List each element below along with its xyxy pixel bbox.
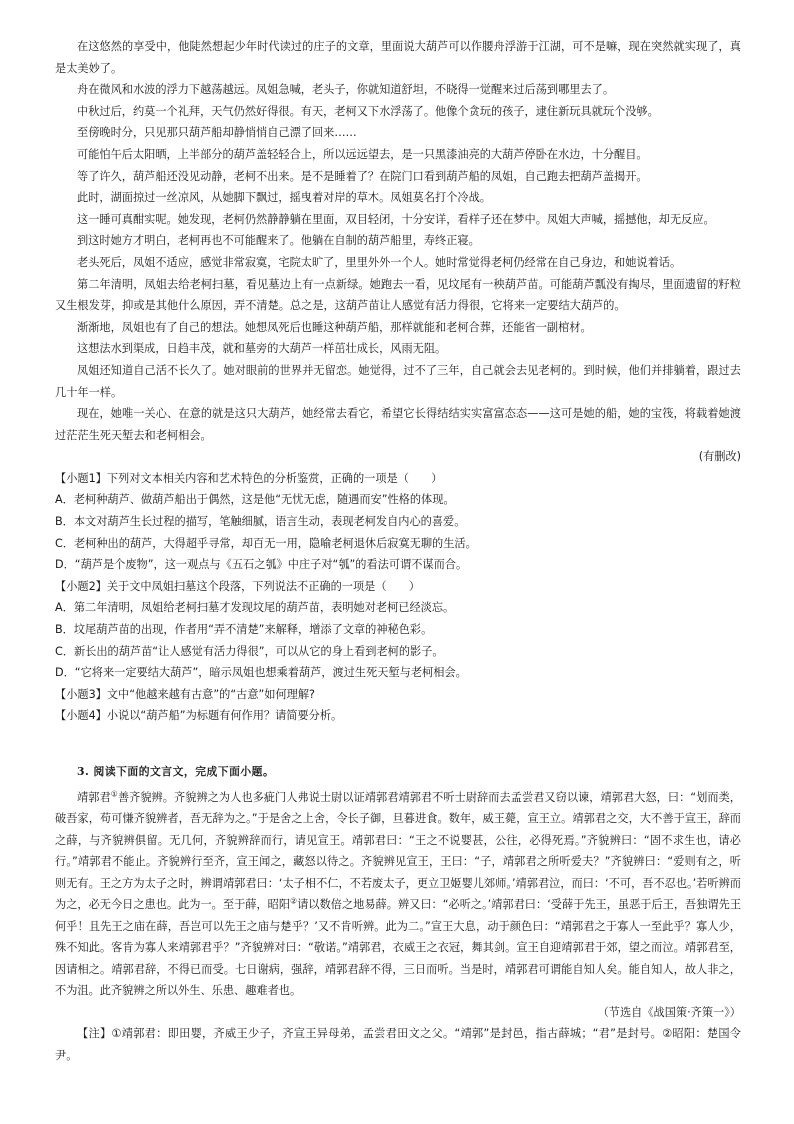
classical-source: （节选自《战国策·齐策一》） <box>597 1005 741 1019</box>
section-title: 3. 阅读下面的文言文，完成下面小题。 <box>77 765 275 778</box>
passage-paragraph: 到这时她方才明白，老柯再也不可能醒来了。他躺在自制的葫芦船里，寿终正寝。 <box>77 234 480 248</box>
passage-paragraph: 在这悠然的享受中，他陡然想起少年时代读过的庄子的文章，里面说大葫芦可以作腰舟浮游于江湖，可不是嘛，现在突然就实现了，真是太美妙了。 <box>55 40 741 75</box>
question-option: A．老柯种葫芦、做葫芦船出于偶然，这是他“无忧无虑，随遇而安”性格的体现。 <box>55 493 455 507</box>
footnote-mark: ① <box>110 788 118 798</box>
question-option: C．新长出的葫芦苗“让人感觉有活力得很”，可以从它的身上看到老柯的影子。 <box>55 644 444 658</box>
passage-paragraph: 凤姐还知道自己活不长久了。她对眼前的世界并无留恋。她觉得，过不了三年，自己就会去见老柯的。到时候，他们并排躺着，跟过去几十年一样。 <box>55 363 741 399</box>
footnote-mark: ② <box>290 896 298 906</box>
passage-paragraph: 老头死后，凤姐不适应，感觉非常寂寞，宅院太旷了，里里外外一个人。她时常觉得老柯仍经常在自己身边，和她说着话。 <box>77 255 682 269</box>
question-option: A．第二年清明，凤姐给老柯扫墓才发现坟尾的葫芦苗，表明她对老柯已经淡忘。 <box>55 601 455 615</box>
passage-paragraph: 可能怕午后太阳晒，上半部分的葫芦盖轻轻合上，所以远远望去，是一只黑漆油亮的大葫芦停卧在水边，十分醒目。 <box>77 147 648 161</box>
question-option: D．“葫芦是个废物”，这一观点与《五石之瓠》中庄子对“瓠”的看法可谓不谋而合。 <box>55 558 468 572</box>
passage-paragraph: 中秋过后，约莫一个礼拜，天气仍然好得很。有天，老柯又下水浮荡了。他像个贪玩的孩子，逮住新玩具就玩个没够。 <box>77 104 659 118</box>
passage-paragraph: 渐渐地，凤姐也有了自己的想法。她想凤死后也睡这种葫芦船，那样就能和老柯合葬，还能省一副棺材。 <box>77 320 592 334</box>
classical-text-part: 善齐貌辨。齐貌辨之为人也多疵门人弗说士尉以证靖郭君靖郭君不听士尉辞而去孟尝君又窃以谏，靖郭君大怒，曰：“划而类，破吾家，苟可慊齐貌辨者，吾无辞为之。”于是舍之上舍，令长子御，旦暮进食。数年，威王薨，宣王立。靖郭君之交，大不善于宣王，辞而之薛，与齐貌辨俱留。无几何，齐貌辨辞而行，请见宣王。靖郭君曰：“王之不说婴甚，公往，必得死焉。”齐貌辨曰：“固不求生也，请必行。”靖郭君不能止。齐貌辨行至齐，宣王闻之，藏怒以待之。齐貌辨见宣王，王曰：“子，靖郭君之所听爱夫？”齐貌辨曰：“爱则有之，听则无有。王之方为太子之时，辨谓靖郭君曰：‘太子相不仁，不若废太子，更立卫姬婴儿郊师。’靖郭君泣，而曰：‘不可，吾不忍也。’若听辨而为之，必无今日之患也。此为一。至于薛，昭阳 <box>55 790 741 911</box>
question-option: B．本文对葫芦生长过程的描写，笔触细腻，语言生动，表现老柯发自内心的喜爱。 <box>55 515 466 529</box>
question-option: C．老柯种出的葫芦，大得超乎寻常，却百无一用，隐喻老柯退休后寂寞无聊的生活。 <box>55 536 477 550</box>
passage-paragraph: 等了许久，葫芦船还没见动静，老柯不出来。是不是睡着了？在院门口看到葫芦船的凤姐，自己跑去把葫芦盖揭开。 <box>77 169 648 183</box>
footnote: 【注】①靖郭君：即田婴，齐威王少子，齐宣王异母弟，孟尝君田文之父。“靖郭”是封邑，指古薛城；“君”是封号。②昭阳：楚国令尹。 <box>55 1027 741 1062</box>
classical-chinese-section <box>55 761 741 1066</box>
passage-paragraph: 舟在微风和水波的浮力下越荡越远。凤姐急喊，老头子，你就知道舒坦，不晓得一觉醒来过后荡到哪里去了。 <box>77 83 615 97</box>
question-option: D．“它将来一定要结大葫芦”，暗示凤姐也想乘着葫芦，渡过生死天堑与老柯相会。 <box>55 666 467 680</box>
passage-paragraph: 第二年清明，凤姐去给老柯扫墓，看见墓边上有一点新绿。她跑去一看，见坟尾有一秧葫芦苗。可能葫芦瓢没有掏尽，里面遗留的籽粒又生根发芽，抑或是其他什么原因，弄不清楚。总之是，这葫芦苗让人感觉有活力得很，它将来一定要结大葫芦的。 <box>55 277 741 313</box>
classical-text <box>55 787 741 1002</box>
question-item: 【小题4】小说以“葫芦船”为标题有何作用？请简要分析。 <box>55 709 343 723</box>
passage-paragraph: 至傍晚时分，只见那只葫芦船却静悄悄自己漂了回来…… <box>77 126 357 140</box>
question-item: 【小题1】下列对文本相关内容和艺术特色的分析鉴赏，正确的一项是（ ） <box>55 471 443 485</box>
reading-passage <box>55 36 741 727</box>
passage-paragraph: 这想法水到渠成，日趋丰茂，就和墓旁的大葫芦一样茁壮成长，风雨无阻。 <box>77 342 447 356</box>
passage-paragraph: 此时，湖面掠过一丝凉风，从她脚下飘过，摇曳着对岸的草木。凤姐莫名打个冷战。 <box>77 191 491 205</box>
passage-paragraph: 现在，她唯一关心、在意的就是这只大葫芦，她经常去看它，希望它长得结结实实富富态态——这可是她的船，她的宝筏，将载着她渡过茫茫生死天堑去和老柯相会。 <box>55 407 741 442</box>
question-item: 【小题2】关于文中凤姐扫墓这个段落，下列说法不正确的一项是（ ） <box>55 579 421 593</box>
classical-text-part: 请以数倍之地易薛。辨又曰：“必听之。’靖郭君曰：‘受薛于先王，虽恶于后王，吾独谓先王何乎！且先王之庙在薛，吾岂可以先王之庙与楚乎？’又不肯听辨。此为二。”宣王大息，动于颜色曰：“靖郭君之于寡人一至此乎？寡人少，殊不知此。客肯为寡人来靖郭君乎？”齐貌辨对曰：“敬诺。”靖郭君，衣威王之衣冠，舞其剑。宣王自迎靖郭君于郊，望之而泣。靖郭君至，因请相之。靖郭君辞，不得已而受。七日谢病，强辞，靖郭君辞不得，三日而听。当是时，靖郭君可谓能自知人矣。能自知人，故人非之，不为沮。此齐貌辨之所以外生、乐患、趣难者也。 <box>55 898 742 997</box>
passage-paragraph: 这一睡可真酣实呢。她发现，老柯仍然静静躺在里面，双目轻闭，十分安详，看样子还在梦中。凤姐大声喊，摇撼他，却无反应。 <box>77 212 715 226</box>
classical-text-part: 靖郭君 <box>77 790 111 804</box>
question-item: 【小题3】文中“他越来越有古意”的“古意”如何理解? <box>55 687 315 701</box>
question-option: B．坟尾葫芦苗的出现，作者用“弄不清楚”来解释，增添了文章的神秘色彩。 <box>55 623 433 637</box>
passage-source: (有删改) <box>698 450 741 464</box>
